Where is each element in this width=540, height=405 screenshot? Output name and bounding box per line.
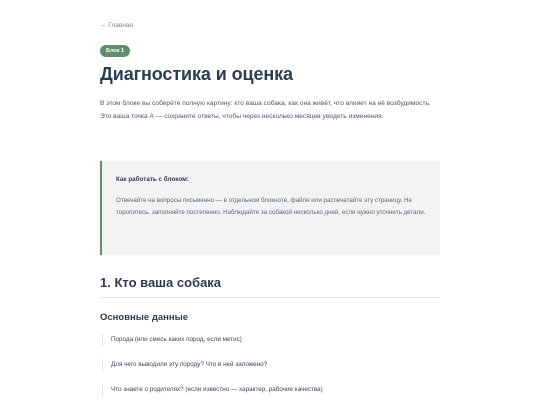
callout-title: Как работать с блоком: [116,176,189,183]
question-item: Для чего выводили эту породу? Что в ней заложено? [102,359,267,371]
subsection-title: Основные данные [100,312,189,323]
intro-text: В этом блоке вы соберёте полную картину: кто ваша собака, как она живёт, что влияет на её возбудимость. Это ваша точка А — сохраните ответы, чтобы через несколько месяцев увидеть изменения. [100,100,431,120]
question-item: Что знаете о родителях? (если известно — характер, рабочие качества) [102,384,323,396]
section-divider [100,297,440,298]
callout-text: Отвечайте на вопросы письменно — в отдельном блокноте, файле или распечатайте эту страницу. Не торопитесь, заполняйте постепенно. Наблюдайте за собакой несколько дней, если нужно уточнить детали. [116,197,426,217]
block-badge: Блок 1 [100,45,130,57]
section-title: 1. Кто ваша собака [100,275,222,290]
back-to-home-link[interactable]: ← Главная [100,22,134,29]
page-title: Диагностика и оценка [100,64,293,84]
instructions-callout [100,161,440,255]
question-item: Порода (или смесь каких пород, если метис) [102,334,242,346]
